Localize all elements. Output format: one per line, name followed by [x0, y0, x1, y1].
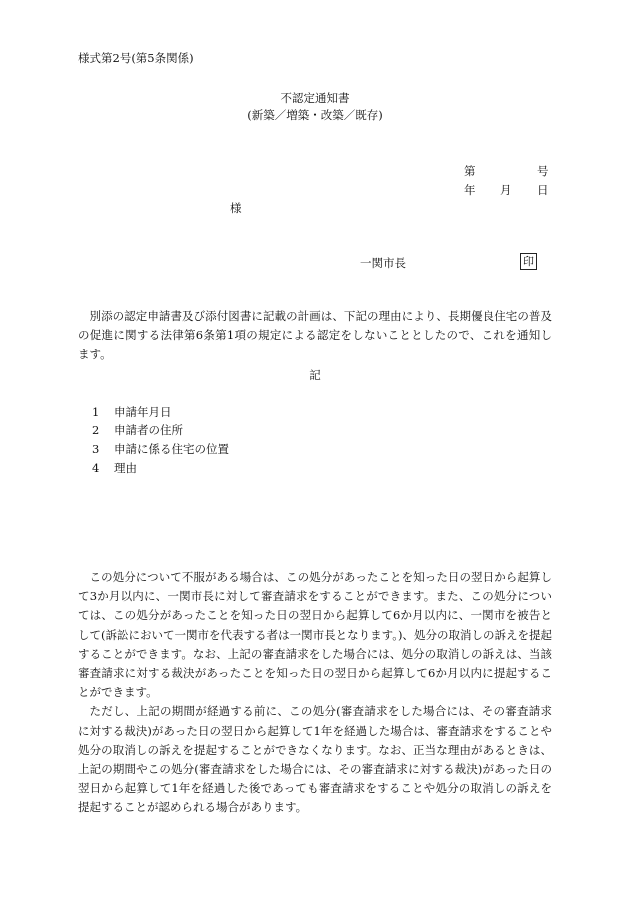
list-item	[92, 460, 137, 476]
item-label: 申請年月日	[114, 405, 172, 419]
number-dai-label: 第	[464, 164, 476, 178]
document-subtitle: (新築／増築・改築／既存)	[247, 108, 383, 122]
number-go-label: 号	[537, 164, 549, 178]
issuer-name: 一関市長	[360, 256, 406, 270]
item-number: 4	[92, 461, 100, 475]
list-item	[92, 441, 229, 457]
list-item	[92, 404, 172, 420]
seal-stamp: 印	[520, 253, 537, 270]
document-title: 不認定通知書	[280, 91, 350, 105]
appeal-notice-paragraph-2: ただし、上記の期間が経過する前に、この処分(審査請求をした場合には、その審査請求に対する裁決)があった日の翌日から起算して1年を経過した場合は、審査請求をすることや処分の取消しの訴えを提起することができなくなります。なお、正当な理由があるときは、上記の期間やこの処分(審査請求をした場合には、その審査請求に対する裁決)があった日の翌日から起算して1年を経過した後であっても審査請求をすることや処分の取消しの訴えを提起することが認められる場合があります。	[78, 704, 552, 815]
body-paragraph	[78, 307, 552, 365]
form-number: 様式第2号(第5条関係)	[78, 51, 194, 65]
item-number: 3	[92, 442, 100, 456]
item-label: 理由	[114, 461, 137, 475]
item-label: 申請者の住所	[114, 423, 183, 437]
date-day-label: 日	[537, 183, 549, 197]
list-item	[92, 422, 183, 438]
seal-mark	[520, 253, 537, 270]
item-label: 申請に係る住宅の位置	[114, 442, 229, 456]
body-text: 別添の認定申請書及び添付図書に記載の計画は、下記の理由により、長期優良住宅の普及の促進に関する法律第6条第1項の規定による認定をしないこととしたので、これを通知します。	[78, 309, 552, 362]
date-year-label: 年	[464, 183, 476, 197]
addressee-suffix: 様	[230, 201, 242, 215]
appeal-notice-paragraph-1: この処分について不服がある場合は、この処分があったことを知った日の翌日から起算して3か月以内に、一関市長に対して審査請求をすることができます。また、この処分については、この処分があったことを知った日の翌日から起算して6か月以内に、一関市を被告として(訴訟において一関市を代表する者は一関市長となります。)、処分の取消しの訴えを提起することができます。なお、上記の審査請求をした場合には、処分の取消しの訴えは、当該審査請求に対する裁決があったことを知った日の翌日から起算して6か月以内に提起することができます。	[78, 570, 552, 700]
item-number: 1	[92, 405, 100, 419]
date-month-label: 月	[500, 183, 512, 197]
appeal-notice	[78, 568, 552, 818]
item-number: 2	[92, 423, 100, 437]
ki-heading: 記	[309, 368, 321, 382]
